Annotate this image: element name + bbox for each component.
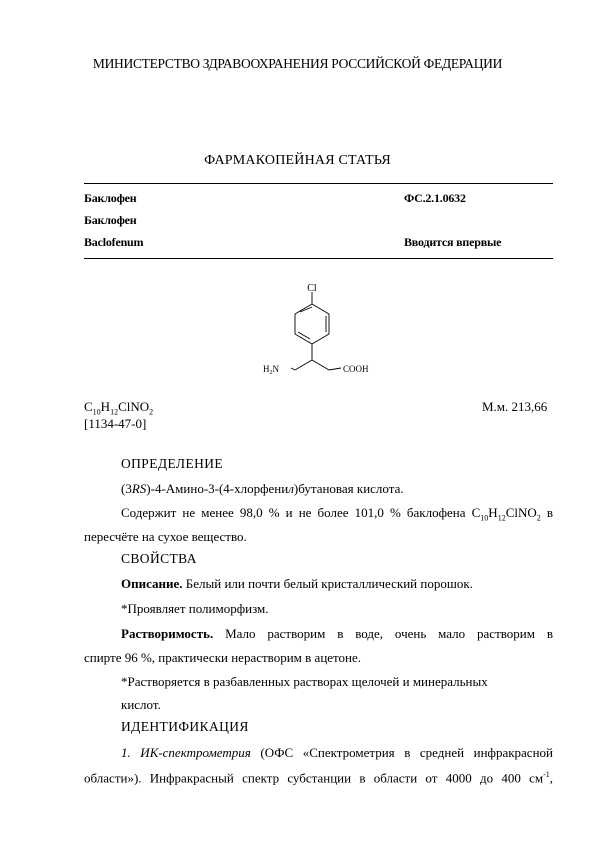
header-top-rule <box>84 183 553 184</box>
solubility-line-2: спирте 96 %, практически нерастворим в ацетоне. <box>84 650 362 665</box>
ir-line-1: 1. ИК-спектрометрия (ОФС «Спектрометрия в средней инфракрасной <box>121 745 553 760</box>
name-latin: Baclofenum <box>84 235 144 249</box>
cas-number: [1134-47-0] <box>84 416 147 431</box>
alkali-solubility-line-1: *Растворяется в разбавленных растворах щелочей и минеральных <box>121 674 488 689</box>
structural-formula <box>255 280 385 380</box>
document-title: ФАРМАКОПЕЙНАЯ СТАТЬЯ <box>204 153 391 168</box>
name-russian-repeat: Баклофен <box>84 213 137 227</box>
ir-line-2: области»). Инфракрасный спектр субстанции в области от 4000 до 400 $см^{-1}$, <box>84 770 553 786</box>
carboxyl-label: COOH <box>343 364 369 374</box>
introduction-status: Вводится впервые <box>404 235 502 249</box>
molecular-weight: М.м. 213,66 <box>482 399 548 414</box>
ministry-title: МИНИСТЕРСТВО ЗДРАВООХРАНЕНИЯ РОССИЙСКОЙ ФЕДЕРАЦИИ <box>92 56 503 71</box>
content-line-2: пересчёте на сухое вещество. <box>84 529 247 544</box>
header-bottom-rule <box>84 258 553 259</box>
description: Описание. Белый или почти белый кристаллический порошок. <box>121 576 473 591</box>
identification-heading: ИДЕНТИФИКАЦИЯ <box>121 719 249 734</box>
chemical-name: (3RS)-4-Амино-3-(4-хлорфенил)бутановая кислота. <box>121 481 404 496</box>
chlorine-label: Cl <box>307 283 317 294</box>
polymorphism-note: *Проявляет полиморфизм. <box>121 601 269 616</box>
alkali-solubility-line-2: кислот. <box>121 697 161 712</box>
content-line-1: Содержит не менее 98,0 % и не более 101,0 % баклофена $C_{10}H_{12}ClNO_2$ в <box>121 505 553 523</box>
amine-label: $H_2N$ <box>263 364 279 376</box>
name-russian: Баклофен <box>84 191 137 205</box>
definition-heading: ОПРЕДЕЛЕНИЕ <box>121 456 224 471</box>
molecular-formula: $C_{10}H_{12}ClNO_2$ <box>84 399 154 417</box>
solubility-line-1: Растворимость. Мало растворим в воде, очень мало растворим в <box>121 626 553 641</box>
properties-heading: СВОЙСТВА <box>121 551 197 566</box>
fs-number: ФС.2.1.0632 <box>404 191 466 205</box>
